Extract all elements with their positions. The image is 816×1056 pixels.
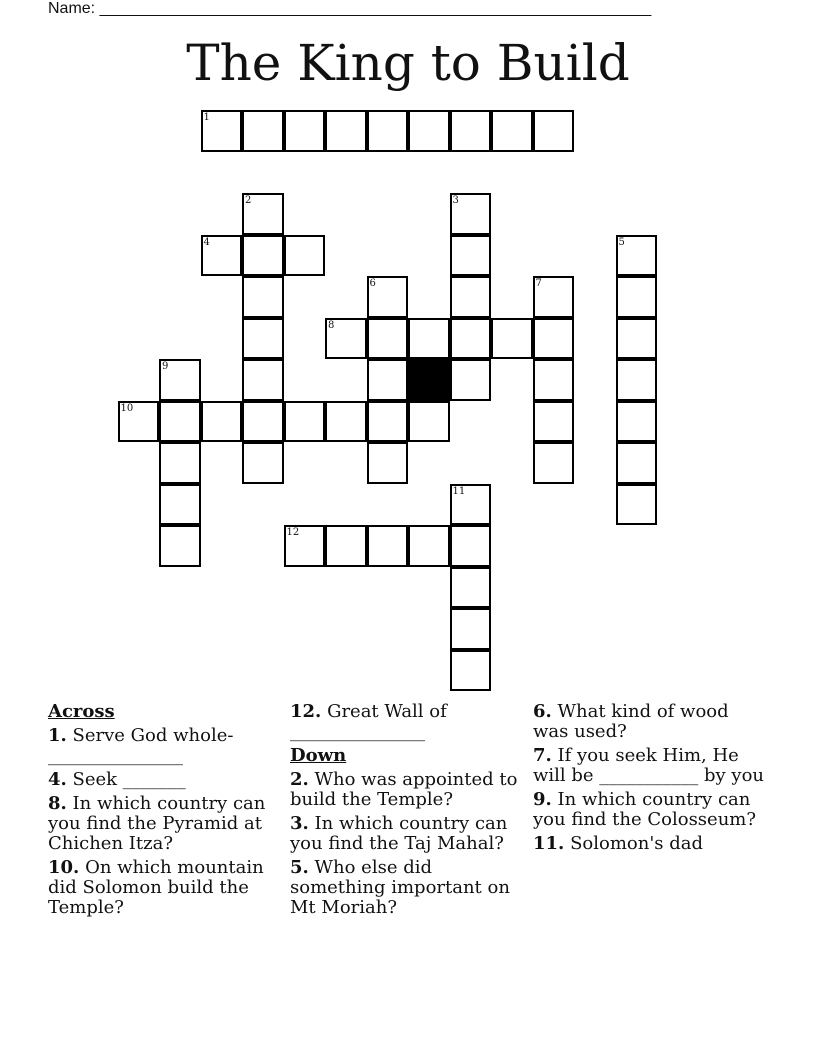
grid-cell[interactable] [450, 359, 492, 401]
clue-number: 12. [290, 701, 322, 722]
grid-cell[interactable] [367, 110, 409, 152]
grid-cell[interactable] [284, 235, 326, 277]
grid-cell[interactable] [533, 110, 575, 152]
grid-cell[interactable] [325, 318, 367, 360]
clue-text: Great Wall of _______________ [290, 701, 447, 742]
clue-across-10 [48, 858, 280, 918]
clue-across-8 [48, 794, 280, 854]
cell-number: 8 [328, 319, 335, 331]
clue-down-11 [533, 834, 769, 854]
cell-number: 2 [245, 195, 252, 206]
cell-number: 7 [535, 278, 542, 289]
grid-cell[interactable] [408, 318, 450, 360]
clue-down-3 [290, 814, 522, 854]
grid-cell[interactable] [533, 276, 575, 318]
grid-cell[interactable] [616, 235, 658, 277]
grid-cell[interactable] [616, 484, 658, 526]
clue-text: Seek _______ [72, 769, 186, 790]
clue-down-6 [533, 702, 769, 742]
grid-cell[interactable] [450, 193, 492, 235]
clue-number: 9. [533, 789, 552, 810]
clue-number: 2. [290, 769, 309, 790]
clue-text: If you seek Him, He will be ___________ by you [533, 745, 765, 786]
grid-cell[interactable] [616, 442, 658, 484]
cell-number: 10 [120, 402, 134, 414]
cell-number: 3 [452, 195, 459, 206]
grid-cell[interactable] [491, 110, 533, 152]
clue-text: In which country can you find the Pyramid at Chichen Itza? [48, 793, 266, 854]
clue-across-12 [290, 702, 522, 742]
grid-cell[interactable] [616, 401, 658, 443]
grid-cell[interactable] [159, 484, 201, 526]
cell-number: 5 [618, 236, 625, 248]
clue-text: Who else did something important on Mt Moriah? [290, 857, 510, 918]
clue-text: Solomon's dad [570, 833, 704, 854]
grid-cell[interactable] [201, 235, 243, 277]
grid-cell[interactable] [242, 359, 284, 401]
clue-down-2 [290, 770, 522, 810]
grid-cell[interactable] [201, 401, 243, 443]
grid-cell[interactable] [325, 401, 367, 443]
puzzle-title: The King to Build [186, 34, 630, 92]
grid-cell[interactable] [450, 276, 492, 318]
clue-text: Who was appointed to build the Temple? [290, 769, 518, 810]
cell-number: 4 [203, 236, 210, 248]
grid-cell[interactable] [242, 110, 284, 152]
clues-column-2 [290, 702, 522, 922]
grid-cell[interactable] [450, 235, 492, 277]
grid-cell[interactable] [450, 650, 492, 692]
cell-number: 1 [203, 112, 210, 123]
clue-text: In which country can you find the Colosseum? [533, 789, 757, 830]
grid-cell[interactable] [242, 401, 284, 443]
grid-cell[interactable] [201, 110, 243, 152]
grid-cell[interactable] [450, 318, 492, 360]
grid-cell[interactable] [242, 318, 284, 360]
grid-cell[interactable] [159, 525, 201, 567]
grid-cell[interactable] [367, 442, 409, 484]
clue-number: 10. [48, 857, 80, 878]
grid-cell[interactable] [533, 401, 575, 443]
grid-cell[interactable] [284, 525, 326, 567]
cell-number: 12 [286, 527, 300, 538]
grid-cell[interactable] [616, 276, 658, 318]
grid-cell-black [408, 359, 450, 401]
clues-column-3 [533, 702, 769, 858]
grid-cell[interactable] [242, 235, 284, 277]
grid-cell[interactable] [616, 318, 658, 360]
name-field[interactable]: Name: ______________________________________________________________ [48, 0, 652, 17]
grid-cell[interactable] [533, 359, 575, 401]
grid-cell[interactable] [242, 193, 284, 235]
grid-cell[interactable] [159, 442, 201, 484]
grid-cell[interactable] [450, 608, 492, 650]
clues-column-1 [48, 702, 280, 922]
grid-cell[interactable] [408, 401, 450, 443]
grid-cell[interactable] [367, 401, 409, 443]
clue-text: Serve God whole-_______________ [48, 725, 234, 766]
grid-cell[interactable] [284, 110, 326, 152]
across-heading: Across [48, 701, 115, 722]
grid-cell[interactable] [367, 318, 409, 360]
grid-cell[interactable] [450, 567, 492, 609]
cell-number: 11 [452, 485, 466, 497]
down-heading: Down [290, 745, 347, 766]
grid-cell[interactable] [450, 484, 492, 526]
clue-number: 11. [533, 833, 565, 854]
clue-text: In which country can you find the Taj Mahal? [290, 813, 508, 854]
clue-down-9 [533, 790, 769, 830]
grid-cell[interactable] [491, 318, 533, 360]
clue-number: 7. [533, 745, 552, 766]
grid-cell[interactable] [242, 276, 284, 318]
clue-number: 4. [48, 769, 67, 790]
clue-down-5 [290, 858, 522, 918]
grid-cell[interactable] [325, 110, 367, 152]
grid-cell[interactable] [533, 318, 575, 360]
clue-number: 1. [48, 725, 67, 746]
clue-number: 6. [533, 701, 552, 722]
grid-cell[interactable] [242, 442, 284, 484]
clue-text: On which mountain did Solomon build the Temple? [48, 857, 264, 918]
cell-number: 9 [162, 361, 169, 372]
grid-cell[interactable] [616, 359, 658, 401]
clue-number: 3. [290, 813, 309, 834]
grid-cell[interactable] [118, 401, 160, 443]
grid-cell[interactable] [367, 525, 409, 567]
grid-cell[interactable] [367, 359, 409, 401]
grid-cell[interactable] [325, 525, 367, 567]
clue-number: 8. [48, 793, 67, 814]
grid-cell[interactable] [450, 110, 492, 152]
cell-number: 6 [369, 278, 376, 289]
grid-cell[interactable] [367, 276, 409, 318]
grid-cell[interactable] [159, 359, 201, 401]
clue-across-4 [48, 770, 280, 790]
grid-cell[interactable] [450, 525, 492, 567]
grid-cell[interactable] [159, 401, 201, 443]
clue-down-7 [533, 746, 769, 786]
clue-across-1 [48, 726, 280, 766]
grid-cell[interactable] [533, 442, 575, 484]
grid-cell[interactable] [408, 110, 450, 152]
clue-number: 5. [290, 857, 309, 878]
grid-cell[interactable] [408, 525, 450, 567]
clue-text: What kind of wood was used? [533, 701, 729, 742]
grid-cell[interactable] [284, 401, 326, 443]
